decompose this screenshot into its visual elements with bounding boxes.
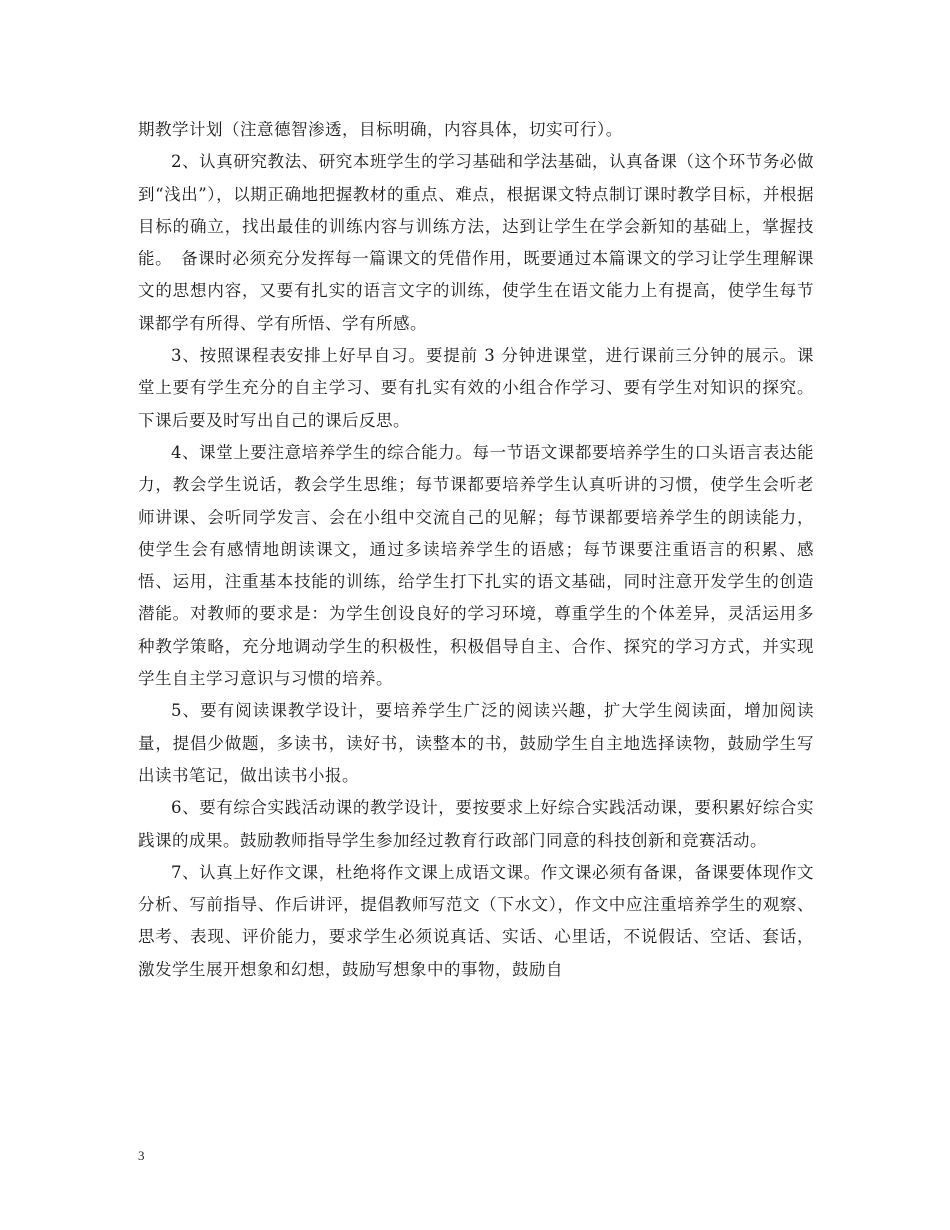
page-number: 3 [138, 1148, 145, 1163]
document-body [138, 114, 814, 986]
paragraph-continuation: 期教学计划（注意德智渗透，目标明确，内容具体，切实可行）。 [138, 120, 623, 139]
paragraph-item-3: 3、按照课程表安排上好早自习。要提前 3 分钟进课堂，进行课前三分钟的展示。课堂上要有学生充分的自主学习、要有扎实有效的小组合作学习、要有学生对知识的探究。下课后要及时写出自己的课后反思。 [138, 346, 814, 430]
paragraph-item-2: 2、认真研究教法、研究本班学生的学习基础和学法基础，认真备课（这个环节务必做到“浅出”），以期正确地把握教材的重点、难点，根据课文特点制订课时教学目标，并根据目标的确立，找出最佳的训练内容与训练方法，达到让学生在学会新知的基础上，掌握技能。 备课时必须充分发挥每一篇课文的凭借作用，既要通过本篇课文的学习让学生理解课文的思想内容，又要有扎实的语言文字的训练，使学生在语文能力上有提高，使学生每节课都学有所得、学有所悟、学有所感。 [138, 152, 814, 333]
paragraph-item-6: 6、要有综合实践活动课的教学设计，要按要求上好综合实践活动课，要积累好综合实践课的成果。鼓励教师指导学生参加经过教育行政部门同意的科技创新和竞赛活动。 [138, 798, 814, 850]
paragraph-item-4: 4、课堂上要注意培养学生的综合能力。每一节语文课都要培养学生的口头语言表达能力，教会学生说话，教会学生思维；每节课都要培养学生认真听讲的习惯，使学生会听老师讲课、会听同学发言、会在小组中交流自己的见解；每节课都要培养学生的朗读能力，使学生会有感情地朗读课文，通过多读培养学生的语感；每节课要注重语言的积累、感悟、运用，注重基本技能的训练，给学生打下扎实的语文基础，同时注意开发学生的创造潜能。对教师的要求是：为学生创设良好的学习环境，尊重学生的个体差异，灵活运用多种教学策略，充分地调动学生的积极性，积极倡导自主、合作、探究的学习方式，并实现学生自主学习意识与习惯的培养。 [138, 442, 814, 689]
paragraph-item-5: 5、要有阅读课教学设计，要培养学生广泛的阅读兴趣，扩大学生阅读面，增加阅读量，提倡少做题，多读书，读好书，读整本的书，鼓励学生自主地选择读物，鼓励学生写出读书笔记，做出读书小报。 [138, 701, 814, 785]
paragraph-item-7: 7、认真上好作文课，杜绝将作文课上成语文课。作文课必须有备课，备课要体现作文分析、写前指导、作后讲评，提倡教师写范文（下水文），作文中应注重培养学生的观察、思考、表现、评价能力，要求学生必须说真话、实话、心里话，不说假话、空话、套话，激发学生展开想象和幻想，鼓励写想象中的事物，鼓励自 [138, 862, 814, 979]
